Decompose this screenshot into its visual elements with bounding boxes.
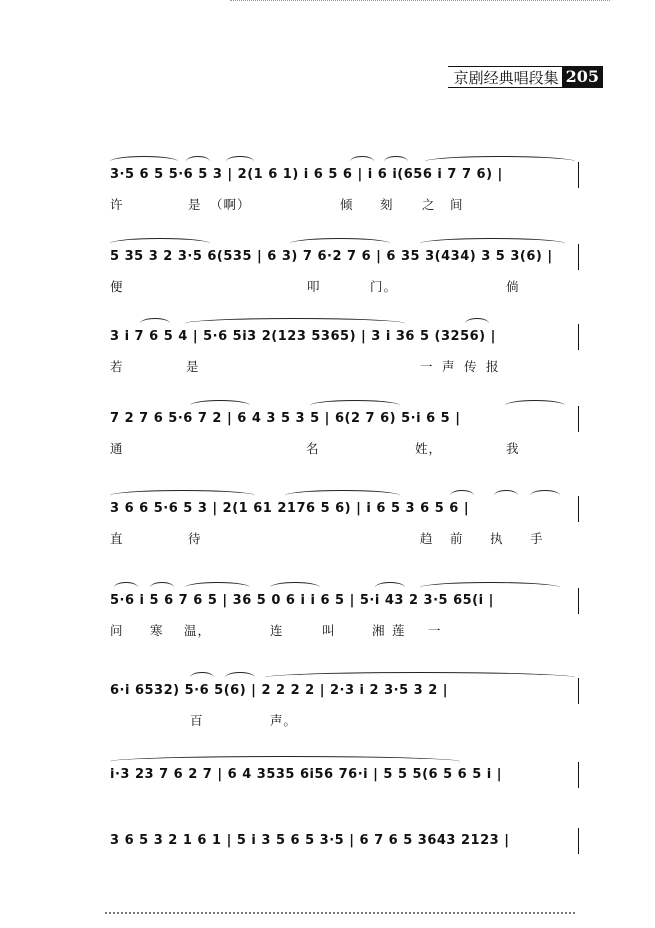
lyric: 百 [190, 713, 204, 728]
lyric: 一 [428, 623, 442, 638]
lyric: 倾 [340, 197, 354, 212]
scan-edge-top [230, 0, 610, 3]
lyric: 湘 [372, 623, 386, 638]
barline [578, 762, 579, 788]
lyric: 通 [110, 441, 124, 456]
page-number: 205 [562, 66, 603, 88]
lyric: 声 [442, 359, 456, 374]
barline [578, 244, 579, 270]
lyric: 姓， [415, 441, 443, 456]
book-title: 京剧经典唱段集 [448, 66, 562, 88]
lyric: 刻 [380, 197, 394, 212]
lyric: 执 [490, 531, 504, 546]
lyric: 便 [110, 279, 124, 294]
numbered-notation-line: 6·i 6532) 5·6 5(6) | 2 2 2 2 | 2·3 i 2 3·5 3 2 | [110, 683, 449, 698]
lyric: 间 [450, 197, 464, 212]
lyric: 莲 [392, 623, 406, 638]
numbered-notation-line: 3 i 7 6 5 4 | 5·6 5i3 2(123 5365) | 3 i 36 5 (3256) | [110, 329, 496, 344]
barline [578, 324, 579, 350]
numbered-notation-line: 3·5 6 5 5·6 5 3 | 2(1 6 1) i 6 5 6 | i 6 i(656 i 7 7 6) | [110, 167, 503, 182]
numbered-notation-line: 5 35 3 2 3·5 6(535 | 6 3) 7 6·2 7 6 | 6 35 3(434) 3 5 3(6) | [110, 249, 553, 264]
lyric: 是 [186, 359, 200, 374]
lyric: 前 [450, 531, 464, 546]
lyric: 报 [486, 359, 500, 374]
lyric: 是 [188, 197, 202, 212]
lyric: 直 [110, 531, 124, 546]
lyric: 问 [110, 623, 124, 638]
scan-edge-bottom [105, 912, 575, 916]
barline [578, 678, 579, 704]
lyric: 许 [110, 197, 124, 212]
numbered-notation-line: 3 6 6 5·6 5 3 | 2(1 61 2176 5 6) | i 6 5 3 6 5 6 | [110, 501, 470, 516]
lyric: 名 [306, 441, 320, 456]
lyric: （啊） [210, 197, 251, 212]
barline [578, 588, 579, 614]
lyric: 趋 [420, 531, 434, 546]
lyric: 倘 [506, 279, 520, 294]
lyric: 寒 [150, 623, 164, 638]
numbered-notation-line: i·3 23 7 6 2 7 | 6 4 3535 6i56 76·i | 5 5 5(6 5 6 5 i | [110, 767, 503, 782]
barline [578, 406, 579, 432]
lyric: 叫 [322, 623, 336, 638]
lyric: 连 [270, 623, 284, 638]
barline [578, 496, 579, 522]
lyric: 叩 [307, 279, 321, 294]
barline [578, 828, 579, 854]
numbered-notation-line: 3 6 5 3 2 1 6 1 | 5 i 3 5 6 5 3·5 | 6 7 6 5 3643 2123 | [110, 833, 510, 848]
lyric: 声。 [270, 713, 298, 728]
lyric: 传 [464, 359, 478, 374]
lyric: 一 [420, 359, 434, 374]
barline [578, 162, 579, 188]
numbered-notation-line: 5·6 i 5 6 7 6 5 | 36 5 0 6 i i 6 5 | 5·i 43 2 3·5 65(i | [110, 593, 494, 608]
lyric: 若 [110, 359, 124, 374]
lyric: 温， [184, 623, 212, 638]
lyric: 之 [422, 197, 436, 212]
lyric: 待 [188, 531, 202, 546]
lyric: 手 [530, 531, 544, 546]
page-header [448, 66, 603, 88]
lyric: 门。 [370, 279, 398, 294]
lyric: 我 [506, 441, 520, 456]
numbered-notation-line: 7 2 7 6 5·6 7 2 | 6 4 3 5 3 5 | 6(2 7 6) 5·i 6 5 | [110, 411, 461, 426]
